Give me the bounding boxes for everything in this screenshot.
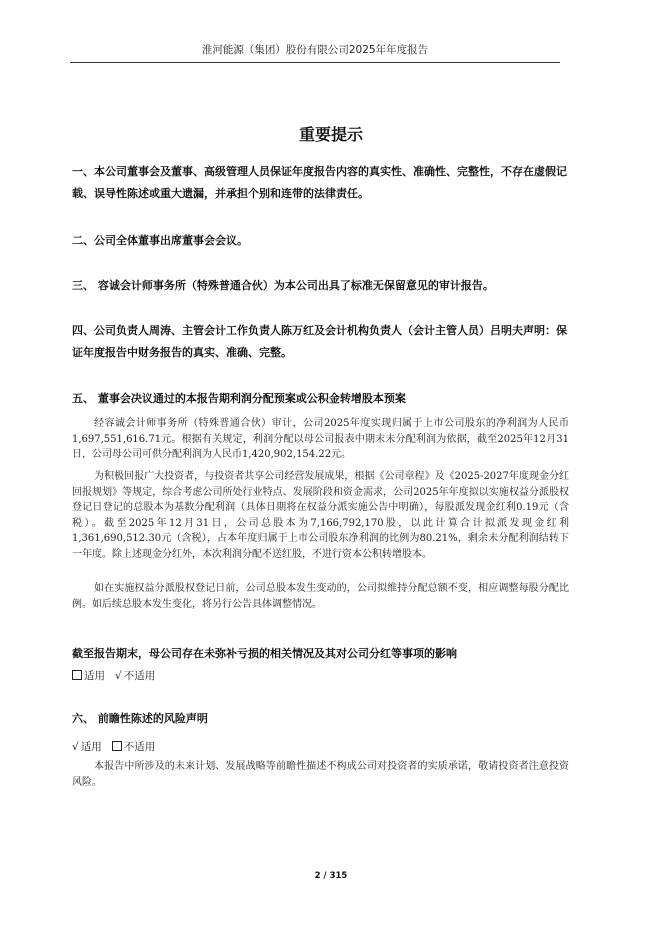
risk-not-applicable-option: 不适用 [112,739,156,755]
unchecked-box-icon [72,670,82,680]
deficit-applicable-option: 适用 [72,668,105,684]
profit-distribution-paragraph-2: 为积极回报广大投资者，与投资者共享公司经营发展成果，根据《公司章程》及《2025-2027年度现金分红回报规划》等规定，综合考虑公司所处行业特点、发展阶段和资金需求，公司2025年年度拟以实施权益分派股权登记日登记的总股本为基数分配利润（具体日期将在权益分派实施公告中明确），每股派发现金红利0.19元（含税）。截至2025年12月31日，公司总股本为7,166,792,170股，以此计算合计拟派发现金红利1,361,690,512.30元（含税），占本年度归属于上市公司股东净利润的比例为80.21%，剩余未分配利润结转下一年度。除上述现金分红外，本次利润分配不送红股，不进行资本公积转增股本。 [72,471,569,560]
report-header: 淮河能源（集团）股份有限公司2025年年度报告 [70,42,560,63]
page-title: 重要提示 [298,125,363,144]
page-number: 2 / 315 [314,871,348,881]
deficit-applicability [72,668,155,684]
notice-item-4: 四、公司负责人周涛、主管会计工作负责人陈万红及会计机构负责人（会计主管人员）吕明夫声明：保证年度报告中财务报告的真实、准确、完整。 [72,324,567,359]
check-mark-icon: √ [115,670,122,682]
notice-item-1: 一、本公司董事会及董事、高级管理人员保证年度报告内容的真实性、准确性、完整性，不存在虚假记载、误导性陈述或重大遗漏，并承担个别和连带的法律责任。 [72,165,567,200]
notice-item-3: 三、 容诚会计师事务所（特殊普通合伙）为本公司出具了标准无保留意见的审计报告。 [72,279,494,292]
deficit-heading: 截至报告期末，母公司存在未弥补亏损的相关情况及其对公司分红等事项的影响 [72,647,457,660]
notice-item-2: 二、公司全体董事出席董事会会议。 [72,234,248,247]
profit-distribution-paragraph-3: 如在实施权益分派股权登记日前，公司总股本发生变动的，公司拟维持分配总额不变，相应调整每股分配比例。如后续总股本发生变化，将另行公告具体调整情况。 [72,583,569,610]
check-mark-icon: √ [72,741,79,753]
unchecked-box-icon [112,741,122,751]
notice-item-5: 五、 董事会决议通过的本报告期利润分配预案或公积金转增股本预案 [72,392,406,405]
profit-distribution-paragraph-1: 经容诚会计师事务所（特殊普通合伙）审计，公司2025年度实现归属于上市公司股东的净利润为人民币1,697,551,616.71元。根据有关规定，利润分配以母公司报表中期末未分配利润为依据，截至2025年12月31日，公司母公司可供分配利润为人民币1,420,902,154.22元。 [72,418,569,460]
deficit-not-applicable-option: √ 不适用 [115,670,156,682]
notice-item-6: 六、 前瞻性陈述的风险声明 [72,712,208,725]
risk-applicable-option: √ 适用 [72,741,102,753]
risk-statement-paragraph: 本报告中所涉及的未来计划、发展战略等前瞻性描述不构成公司对投资者的实质承诺，敬请投资者注意投资风险。 [72,761,569,788]
risk-applicability [72,739,155,755]
